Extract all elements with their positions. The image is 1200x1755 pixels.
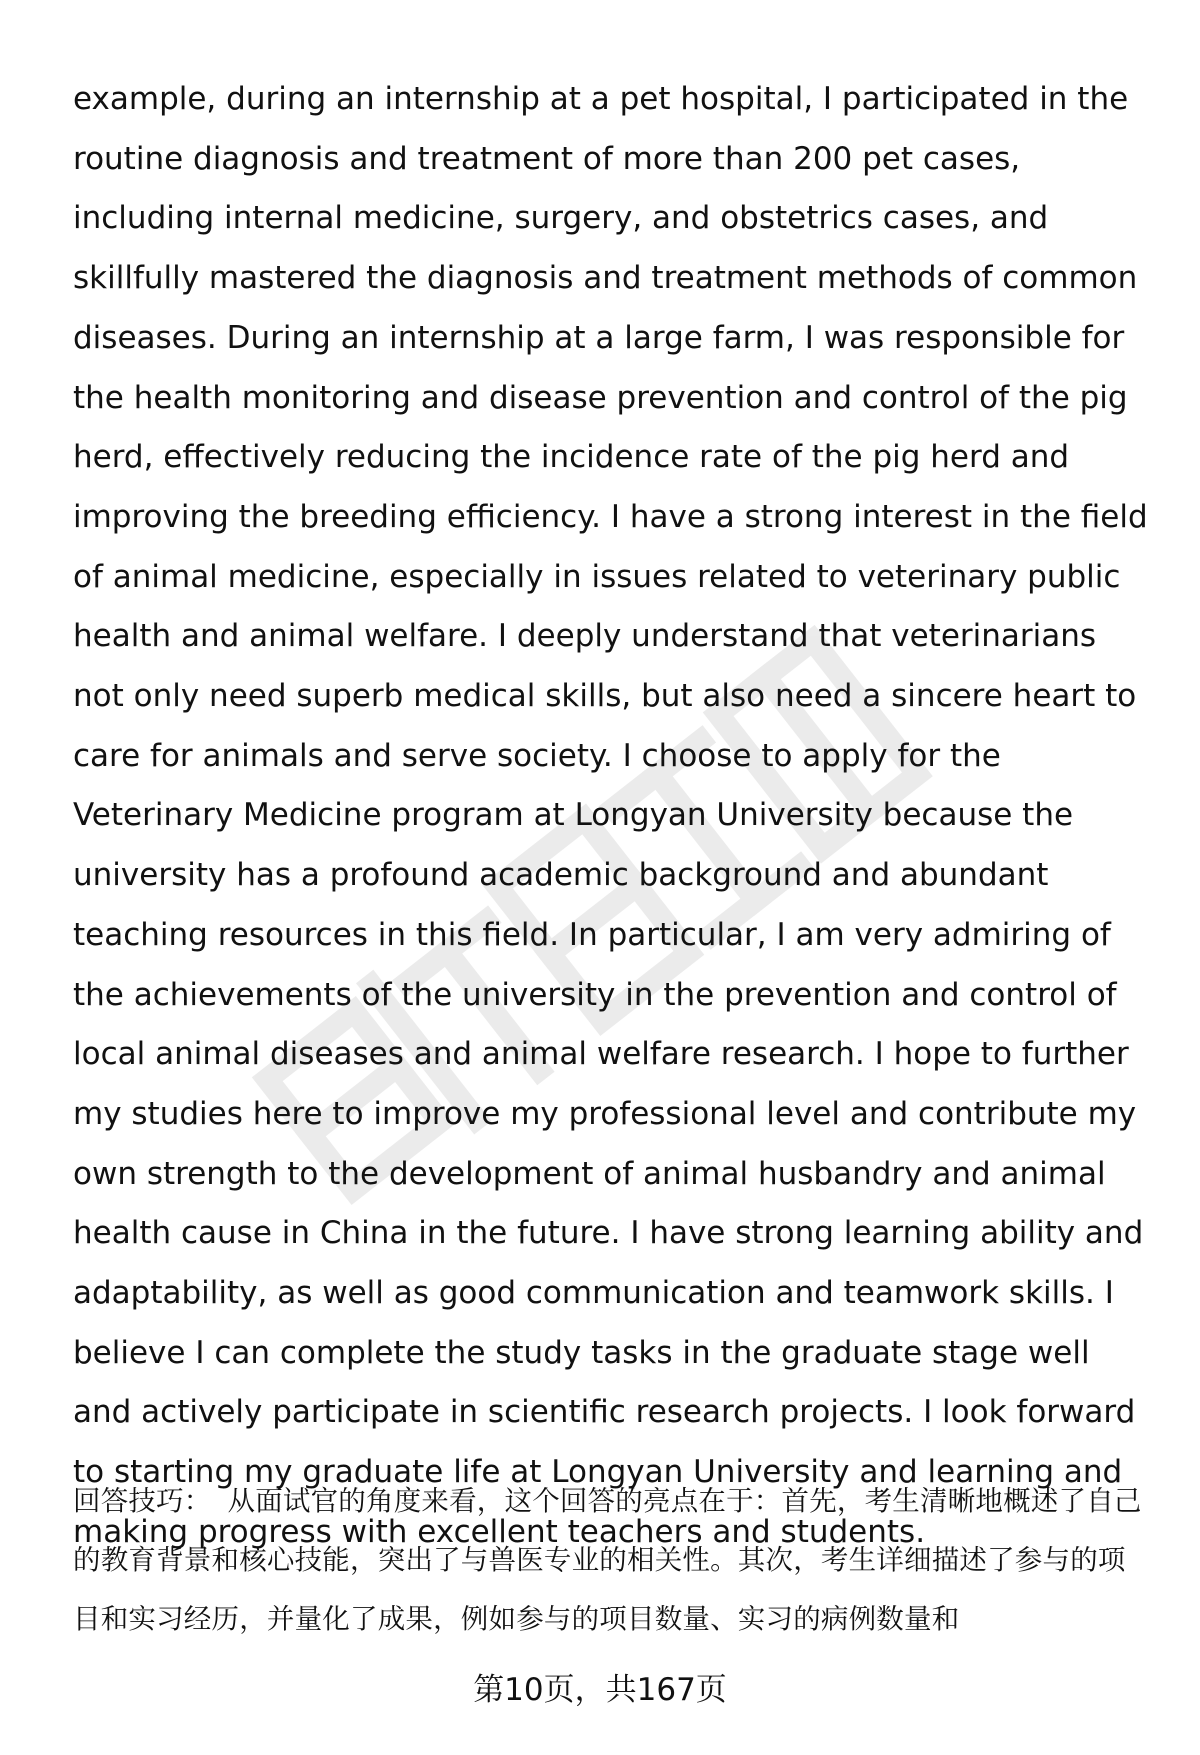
tips-label: 回答技巧： [73,1485,212,1517]
tips-body-text: 从面试官的角度来看，这个回答的亮点在于：首先，考生清晰地概述了自己的教育背景和核心技能，突出了与兽医专业的相关性。其次，考生详细描述了参与的项目和实习经历，并量化了成果，例如参与的项目数量、实习的病例数量和 [73,1485,1142,1635]
page-number: 第10页，共167页 [473,1672,727,1708]
answer-tips-section [73,1472,1153,1649]
answer-body-text: example, during an internship at a pet hospital, I participated in the routine diagnosis and treatment of more than 200 pet cases, including internal medicine, surgery, and obstetrics cases, and skillfully mastered the diagnosis and treatment methods of common diseases. During an internship at a large farm, I was responsible for the health monitoring and disease prevention and control of the pig herd, effectively reducing the incidence rate of the pig herd and improving the breeding efficiency. I have a strong interest in the field of animal medicine, especially in issues related to veterinary public health and animal welfare. I deeply understand that veterinarians not only need superb medical skills, but also need a sincere heart to care for animals and serve society. I choose to apply for the Veterinary Medicine program at Longyan University because the university has a profound academic background and abundant teaching resources in this field. In particular, I am very admiring of the achievements of the university in the prevention and control of local animal diseases and animal welfare research. I hope to further my studies here to improve my professional level and contribute my own strength to the development of animal husbandry and animal health cause in China in the future. I have strong learning ability and adaptability, as well as good communication and teamwork skills. I believe I can complete the study tasks in the graduate stage well and actively participate in scientific research projects. I look forward to starting my graduate life at Longyan University and learning and making progress with excellent teachers and students. [73,81,1148,1550]
